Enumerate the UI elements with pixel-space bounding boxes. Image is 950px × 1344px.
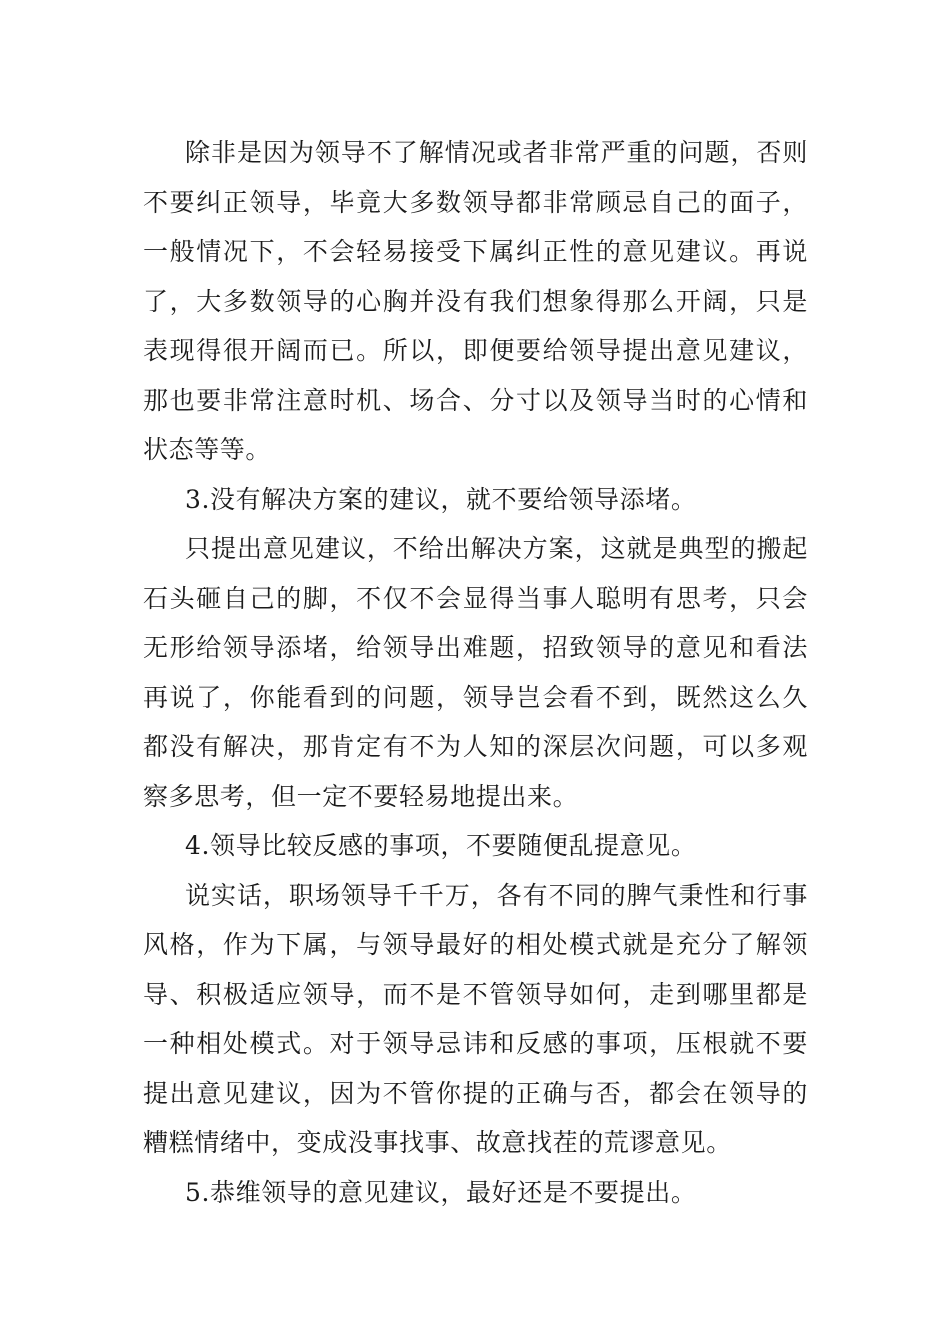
paragraph-sensitive-matters: 说实话，职场领导千千万，各有不同的脾气秉性和行事风格，作为下属，与领导最好的相处模式就是充分了解领导、积极适应领导，而不是不管领导如何，走到哪里都是一种相处模式。对于领导忌讳和反感的事项，压根就不要提出意见建议，因为不管你提的正确与否，都会在领导的糟糕情绪中，变成没事找事、故意找茬的荒谬意见。: [143, 880, 808, 1157]
document-body: [143, 128, 808, 1217]
paragraph-no-solution: 只提出意见建议，不给出解决方案，这就是典型的搬起石头砸自己的脚，不仅不会显得当事人聪明有思考，只会无形给领导添堵，给领导出难题，招致领导的意见和看法再说了，你能看到的问题，领导岂会看不到，既然这么久都没有解决，那肯定有不为人知的深层次问题，可以多观察多思考，但一定不要轻易地提出来。: [143, 534, 808, 811]
paragraph-correcting-leader: 除非是因为领导不了解情况或者非常严重的问题，否则不要纠正领导，毕竟大多数领导都非常顾忌自己的面子，一般情况下，不会轻易接受下属纠正性的意见建议。再说了，大多数领导的心胸并没有我们想象得那么开阔，只是表现得很开阔而已。所以，即便要给领导提出意见建议，那也要非常注意时机、场合、分寸以及领导当时的心情和状态等等。: [143, 138, 808, 464]
heading-point-5: 5.恭维领导的意见建议，最好还是不要提出。: [185, 1177, 697, 1207]
heading-point-3: 3.没有解决方案的建议，就不要给领导添堵。: [185, 484, 697, 514]
heading-point-4: 4.领导比较反感的事项，不要随便乱提意见。: [185, 831, 697, 860]
